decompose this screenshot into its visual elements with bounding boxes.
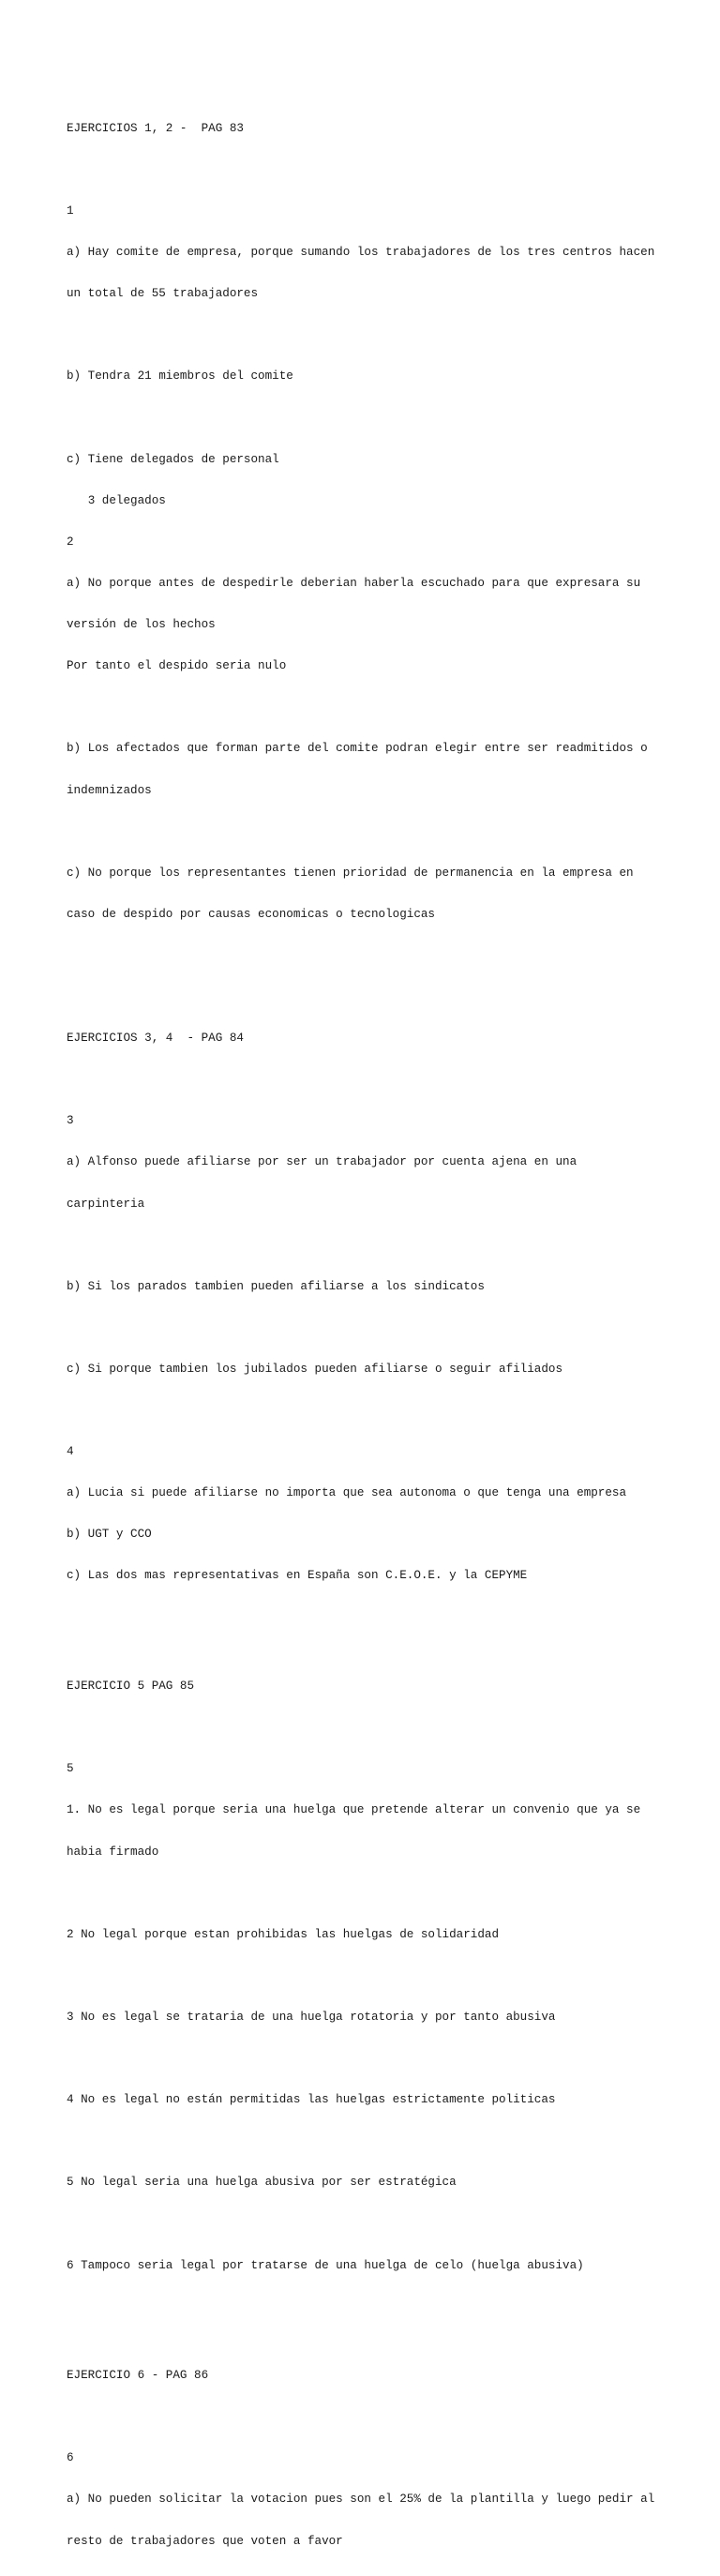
answer-text: resto de trabajadores que voten a favor [67, 2534, 343, 2548]
answer-text: b) Los afectados que forman parte del comite podran elegir entre ser readmitidos o [67, 742, 648, 756]
exercise-number: 1 [67, 204, 74, 218]
answer-text: habia firmado [67, 1845, 159, 1859]
answer-text: 6 Tampoco seria legal por tratarse de una huelga de celo (huelga abusiva) [67, 2258, 584, 2272]
answer-text: b) UGT y CCO [67, 1528, 152, 1542]
answer-text: Por tanto el despido seria nulo [67, 659, 287, 673]
answer-text: a) Alfonso puede afiliarse por ser un trabajador por cuenta ajena en una [67, 1155, 578, 1169]
document-page [67, 67, 685, 2576]
answer-text: 2 No legal porque estan prohibidas las huelgas de solidaridad [67, 1927, 500, 1941]
answer-text: carpinteria [67, 1197, 145, 1211]
exercise-number: 2 [67, 535, 74, 549]
section-heading: EJERCICIO 5 PAG 85 [67, 1680, 195, 1694]
section-heading: EJERCICIO 6 - PAG 86 [67, 2369, 209, 2383]
answer-text: 1. No es legal porque seria una huelga que pretende alterar un convenio que ya se [67, 1803, 641, 1817]
answer-text: 3 delegados [67, 493, 166, 507]
section-heading: EJERCICIOS 3, 4 - PAG 84 [67, 1032, 244, 1046]
answer-text: 5 No legal seria una huelga abusiva por ser estratégica [67, 2176, 457, 2190]
answer-text: b) Si los parados tambien pueden afiliarse a los sindicatos [67, 1279, 485, 1293]
answer-text: 4 No es legal no están permitidas las huelgas estrictamente politicas [67, 2093, 556, 2107]
answer-text: c) Si porque tambien los jubilados pueden afiliarse o seguir afiliados [67, 1362, 563, 1376]
answer-text: un total de 55 trabajadores [67, 287, 259, 301]
answer-text: c) Tiene delegados de personal [67, 452, 279, 466]
answer-text: a) No pueden solicitar la votacion pues son el 25% de la plantilla y luego pedir al [67, 2493, 655, 2507]
answer-text: caso de despido por causas economicas o tecnologicas [67, 907, 435, 921]
section-heading: EJERCICIOS 1, 2 - PAG 83 [67, 121, 244, 135]
answer-text: b) Tendra 21 miembros del comite [67, 369, 293, 384]
answer-text: a) No porque antes de despedirle deberian haberla escuchado para que expresara su [67, 576, 641, 590]
answer-text: a) Hay comite de empresa, porque sumando los trabajadores de los tres centros hacen [67, 246, 655, 260]
exercise-number: 3 [67, 1114, 74, 1128]
answer-text: c) Las dos mas representativas en España son C.E.O.E. y la CEPYME [67, 1569, 528, 1583]
answer-text: a) Lucia si puede afiliarse no importa que sea autonoma o que tenga una empresa [67, 1486, 627, 1500]
exercise-number: 5 [67, 1762, 74, 1776]
exercise-number: 4 [67, 1445, 74, 1459]
exercise-number: 6 [67, 2451, 74, 2465]
answer-text: versión de los hechos [67, 618, 216, 632]
answer-text: c) No porque los representantes tienen prioridad de permanencia en la empresa en [67, 866, 634, 880]
answer-text: indemnizados [67, 783, 152, 797]
answer-text: 3 No es legal se trataria de una huelga rotatoria y por tanto abusiva [67, 2010, 556, 2024]
